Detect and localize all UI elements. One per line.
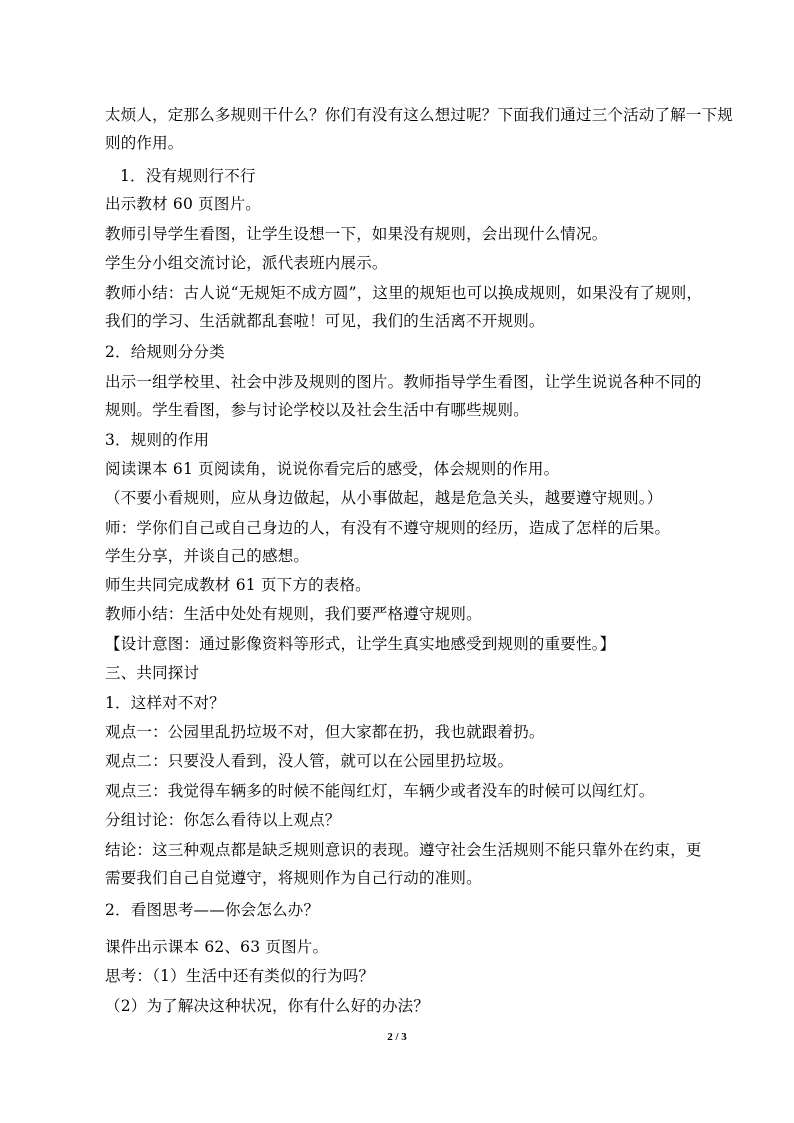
text-line: 我们的学习、生活就都乱套啦！可见，我们的生活离不开规则。 xyxy=(105,312,545,330)
text-line: 需要我们自己自觉遵守，将规则作为自己行动的准则。 xyxy=(105,869,482,887)
text-line: 观点二：只要没人看到，没人管，就可以在公园里扔垃圾。 xyxy=(105,752,514,770)
subsection-heading: 1．这样对不对？ xyxy=(105,694,225,712)
text-line: 分组讨论：你怎么看待以上观点？ xyxy=(105,811,341,829)
text-line: 师：学你们自己或自己身边的人，有没有不遵守规则的经历，造成了怎样的后果。 xyxy=(105,519,671,537)
section-heading: 2．给规则分分类 xyxy=(105,343,225,361)
subsection-heading: 2．看图思考——你会怎么办？ xyxy=(105,901,320,919)
text-line: 学生分享，并谈自己的感想。 xyxy=(105,547,310,565)
text-line: 阅读课本 61 页阅读角，说说你看完后的感受，体会规则的作用。 xyxy=(105,460,560,478)
text-line: 师生共同完成教材 61 页下方的表格。 xyxy=(105,576,371,594)
text-line: 太烦人，定那么多规则干什么？你们有没有这么想过呢？下面我们通过三个活动了解一下规 xyxy=(105,106,734,124)
text-line: 则的作用。 xyxy=(105,134,184,152)
section-heading: 3．规则的作用 xyxy=(105,431,210,449)
text-line: 教师小结：生活中处处有规则，我们要严格遵守规则。 xyxy=(105,605,482,623)
text-line: （2）为了解决这种状况，你有什么好的办法？ xyxy=(105,997,430,1015)
text-line: 规则。学生看图，参与讨论学校以及社会生活中有哪些规则。 xyxy=(105,401,529,419)
text-line: 观点三：我觉得车辆多的时候不能闯红灯，车辆少或者没车的时候可以闯红灯。 xyxy=(105,782,655,800)
text-line: 教师引导学生看图，让学生设想一下，如果没有规则，会出现什么情况。 xyxy=(105,225,608,243)
text-line: 课件出示课本 62、63 页图片。 xyxy=(105,938,329,956)
text-line: 出示教材 60 页图片。 xyxy=(105,195,261,213)
section-heading: 1．没有规则行不行 xyxy=(120,167,256,185)
text-line: 出示一组学校里、社会中涉及规则的图片。教师指导学生看图，让学生说说各种不同的 xyxy=(105,373,702,391)
section-heading: 三、共同探讨 xyxy=(105,664,200,682)
text-line: 结论：这三种观点都是缺乏规则意识的表现。遵守社会生活规则不能只靠外在约束，更 xyxy=(105,841,702,859)
design-intent-note: 【设计意图：通过影像资料等形式，让学生真实地感受到规则的重要性。】 xyxy=(105,635,616,653)
text-line: 学生分小组交流讨论，派代表班内展示。 xyxy=(105,254,388,272)
text-line: （不要小看规则，应从身边做起，从小事做起，越是危急关头，越要遵守规则。） xyxy=(105,489,663,507)
text-line: 观点一：公园里乱扔垃圾不对，但大家都在扔，我也就跟着扔。 xyxy=(105,723,545,741)
page-number: 2 / 3 xyxy=(387,1031,407,1043)
text-line: 思考：（1）生活中还有类似的行为吗？ xyxy=(105,967,375,985)
text-line: 教师小结：古人说“无规矩不成方圆”，这里的规矩也可以换成规则，如果没有了规则， xyxy=(105,284,703,302)
